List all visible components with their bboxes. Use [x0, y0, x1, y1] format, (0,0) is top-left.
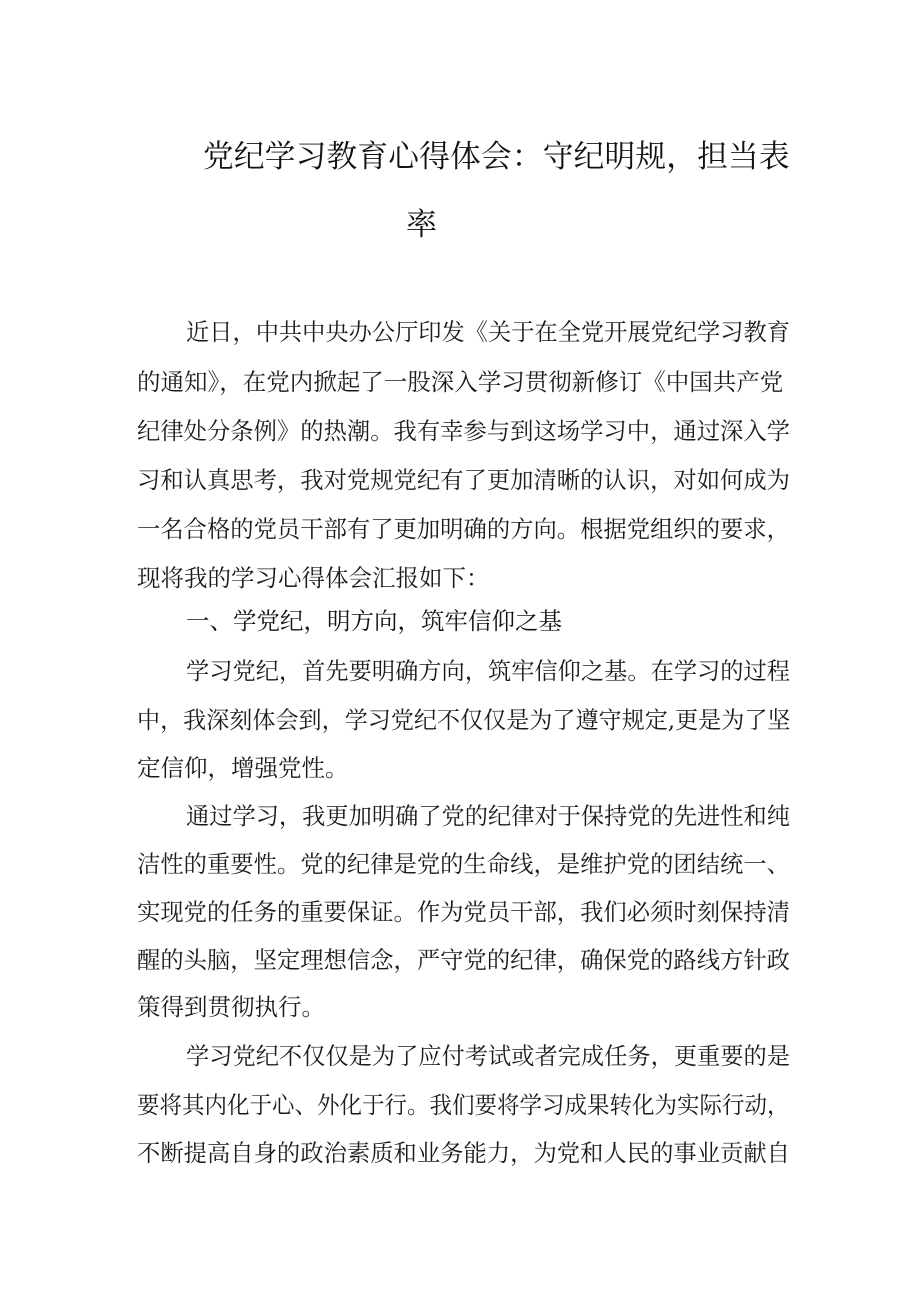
para1-line-3: 定信仰，增强党性。 — [137, 754, 349, 782]
para2-line-5: 策得到贯彻执行。 — [137, 993, 325, 1021]
document-title-line-1: 党纪学习教育心得体会：守纪明规，担当表 — [203, 139, 790, 175]
para1-line-1: 学习党纪，首先要明确方向，筑牢信仰之基。在学习的过程 — [186, 657, 790, 685]
para3-line-3: 不断提高自身的政治素质和业务能力，为党和人民的事业贡献自 — [137, 1139, 790, 1167]
intro-line-6: 现将我的学习心得体会汇报如下： — [137, 564, 490, 592]
para1-line-2: 中，我深刻体会到，学习党纪不仅仅是为了遵守规定,更是为了坚 — [137, 706, 791, 734]
section-heading-1: 一、学党纪，明方向，筑牢信仰之基 — [186, 607, 562, 635]
para2-line-2: 洁性的重要性。党的纪律是党的生命线，是维护党的团结统一、 — [137, 850, 790, 878]
document-title-line-2: 率 — [406, 207, 437, 243]
intro-line-5: 一名合格的党员干部有了更加明确的方向。根据党组织的要求， — [137, 515, 790, 543]
para3-line-2: 要将其内化于心、外化于行。我们要将学习成果转化为实际行动， — [137, 1091, 790, 1119]
para3-line-1: 学习党纪不仅仅是为了应付考试或者完成任务，更重要的是 — [186, 1042, 790, 1070]
intro-line-1: 近日，中共中央办公厅印发《关于在全党开展党纪学习教育 — [186, 318, 790, 346]
intro-line-2: 的通知》，在党内掀起了一股深入学习贯彻新修订《中国共产党 — [137, 368, 784, 396]
intro-line-3: 纪律处分条例》的热潮。我有幸参与到这场学习中，通过深入学 — [137, 417, 790, 445]
intro-line-4: 习和认真思考，我对党规党纪有了更加清晰的认识，对如何成为 — [137, 466, 790, 494]
para2-line-3: 实现党的任务的重要保证。作为党员干部，我们必须时刻保持清 — [137, 898, 790, 926]
para2-line-1: 通过学习，我更加明确了党的纪律对于保持党的先进性和纯 — [186, 802, 790, 830]
para2-line-4: 醒的头脑，坚定理想信念，严守党的纪律，确保党的路线方针政 — [137, 946, 790, 974]
